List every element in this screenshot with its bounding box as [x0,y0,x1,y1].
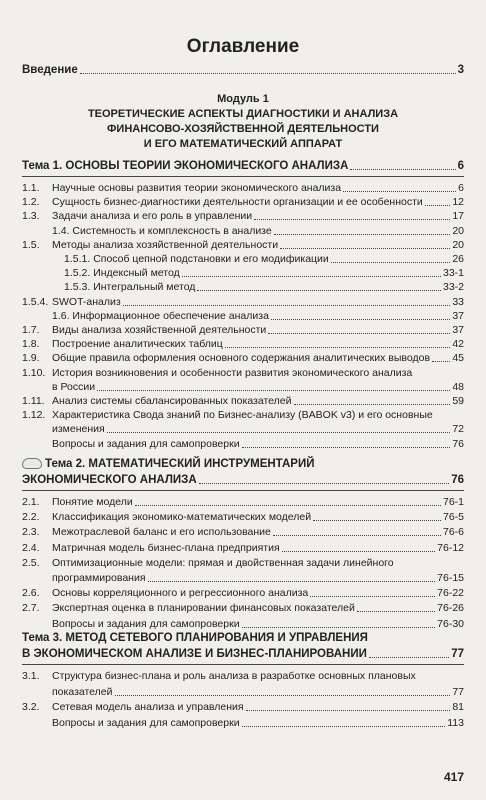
toc-entry: 1.1. Научные основы развития теории экономического анализа 6 [22,182,464,194]
toc-entry: 1.8. Построение аналитических таблиц 42 [22,338,464,351]
toc-entry: Вопросы и задания для самопроверки 76-30 [52,617,464,630]
divider [22,176,464,177]
toc-entry: 2.1. Понятие модели 76-1 [22,496,464,508]
toc-entry: Вопросы и задания для самопроверки 113 [52,716,464,729]
toc-entry: Вопросы и задания для самопроверки 76 [52,437,464,450]
toc-entry: 1.4. Системность и комплексность в анализе 20 [52,224,464,237]
topic-2-title-line1: Тема 2. МАТЕМАТИЧЕСКИЙ ИНСТРУМЕНТАРИЙ [22,458,464,471]
topic-3-title-line1: Тема 3. МЕТОД СЕТЕВОГО ПЛАНИРОВАНИЯ И УПРАВЛЕНИЯ [22,632,368,644]
toc-entry: 1.5.2. Индексный метод 33-1 [64,267,464,280]
toc-entry: 1.11. Анализ системы сбалансированных показателей 59 [22,395,464,407]
toc-entry: программирования 76-15 [52,572,464,584]
toc-entry: 3.2. Сетевая модель анализа и управления 81 [22,701,464,714]
toc-entry: 2.3. Межотраслевой баланс и его использование 76-6 [22,526,464,539]
toc-entry: 2.4. Матричная модель бизнес-плана предприятия 76-12 [22,541,464,554]
toc-entry: 2.2. Классификация экономико-математических моделей 76-5 [22,511,464,524]
toc-entry: 1.5.1. Способ цепной подстановки и его модификации 26 [64,253,464,265]
divider [22,490,464,491]
topic-2-title-line2: ЭКОНОМИЧЕСКОГО АНАЛИЗА 76 [22,474,464,486]
toc-entry: 1.5.4. SWOT-анализ 33 [22,295,464,308]
toc-entry: в России 48 [52,380,464,393]
toc-entry: 2.7. Экспертная оценка в планировании финансовых показателей 76-26 [22,602,464,615]
toc-entry: 1.5.3. Интегральный метод 33-2 [64,281,464,294]
module-heading: Модуль 1 ТЕОРЕТИЧЕСКИЕ АСПЕКТЫ ДИАГНОСТИКИ И АНАЛИЗА ФИНАНСОВО-ХОЗЯЙСТВЕННОЙ ДЕЯТЕЛЬНОСТИ И ЕГО МАТЕМАТИЧЕСКИЙ АППАРАТ [87,93,399,150]
toc-entry: 1.5. Методы анализа хозяйственной деятельности 20 [22,238,464,251]
page-number: 417 [443,770,464,784]
divider [22,664,464,665]
toc-entry: 1.6. Информационное обеспечение анализа 37 [52,309,464,322]
toc-entry: показателей 77 [52,685,464,698]
toc-entry: 3.1. Структура бизнес-плана и роль анализа в разработке основных плановых [22,670,416,682]
toc-entry: 2.6. Основы корреляционного и регрессионного анализа 76-22 [22,587,464,600]
toc-entry: изменения 72 [52,423,464,436]
toc-entry: 2.5. Оптимизационные модели: прямая и двойственная задачи линейного [22,556,394,569]
page-title: Оглавление [186,36,300,57]
intro-entry: Введение 3 [22,64,464,76]
toc-entry: 1.3. Задачи анализа и его роль в управлении 17 [22,210,464,223]
toc-entry: 1.7. Виды анализа хозяйственной деятельности 37 [22,324,464,336]
toc-entry: 1.2. Сущность бизнес-диагностики деятельности организации и ее особенности 12 [22,196,464,209]
cloud-icon [22,458,42,469]
topic-3-title-line2: В ЭКОНОМИЧЕСКОМ АНАЛИЗЕ И БИЗНЕС-ПЛАНИРОВАНИИ 77 [22,648,464,660]
topic-1-title: Тема 1. ОСНОВЫ ТЕОРИИ ЭКОНОМИЧЕСКОГО АНАЛИЗА 6 [22,160,464,172]
toc-entry: 1.10. История возникновения и особенности развития экономического анализа [22,366,413,379]
toc-entry: 1.9. Общие правила оформления основного содержания аналитических выводов 45 [22,352,464,365]
toc-entry: 1.12. Характеристика Свода знаний по Бизнес-анализу (BABOK v3) и его основные [22,409,433,422]
